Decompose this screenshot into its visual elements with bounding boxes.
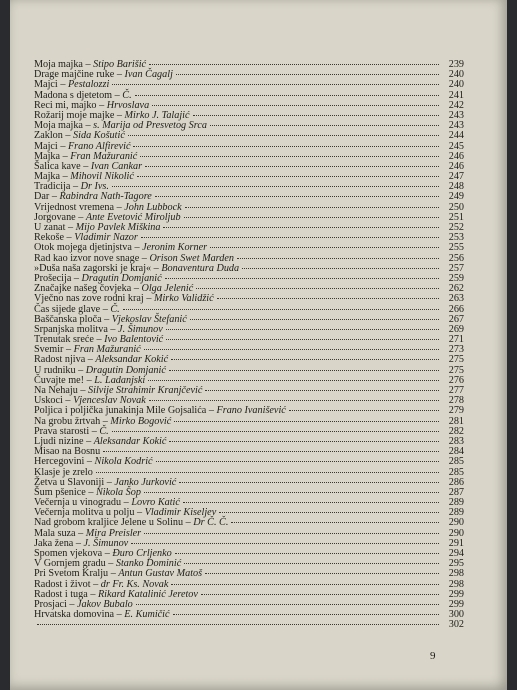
toc-author: Hrvoslava (106, 99, 150, 111)
toc-author: Olga Jelenić (141, 283, 194, 295)
toc-page-number: 246 (448, 150, 464, 162)
toc-leader-dots (201, 594, 439, 595)
toc-separator: – (114, 69, 125, 81)
toc-separator: – (77, 385, 89, 396)
toc-leader-dots (289, 410, 439, 411)
toc-separator: – (62, 395, 74, 407)
toc-row (34, 620, 464, 630)
toc-leader-dots (173, 614, 439, 615)
toc-author: Vjekoslav Štefanić (111, 313, 187, 325)
toc-leader-dots (184, 217, 439, 218)
book-page (10, 0, 507, 690)
toc-page-number: 298 (448, 578, 464, 590)
toc-separator: – (114, 201, 125, 213)
toc-separator: – (100, 303, 111, 315)
toc-title: Moja majka (34, 120, 83, 132)
toc-separator: – (131, 283, 142, 295)
toc-title: Trenutak sreće (34, 334, 94, 346)
toc-page-number: 283 (448, 435, 464, 447)
toc-separator: – (143, 293, 154, 305)
toc-title: Reci mi, majko (34, 99, 97, 111)
toc-author: Nikola Kodrić (94, 456, 153, 468)
toc-author: L. Ladanjski (94, 374, 146, 386)
toc-page-number: 247 (448, 171, 464, 183)
toc-leader-dots (149, 64, 439, 65)
toc-author: Vjenceslav Novak (73, 395, 146, 407)
toc-page-number: 245 (448, 140, 464, 152)
toc-title: Radost njiva (34, 354, 86, 366)
toc-separator: – (151, 262, 162, 274)
toc-page-number: 241 (448, 89, 464, 101)
toc-leader-dots (176, 74, 439, 75)
toc-author: Stanko Dominić (115, 558, 182, 570)
toc-title: V Gornjem gradu (34, 558, 106, 570)
toc-page-number: 294 (448, 548, 464, 559)
toc-title: Prošecija (34, 272, 72, 284)
toc-page-number: 302 (448, 619, 464, 631)
toc-separator: – (85, 486, 96, 498)
toc-separator: – (85, 354, 96, 366)
toc-title: Jorgovane (34, 211, 76, 223)
table-of-contents (34, 60, 464, 631)
toc-leader-dots (169, 441, 439, 442)
toc-author: Janko Jurković (114, 476, 177, 488)
toc-title: Vrijednost vremena (34, 201, 115, 213)
toc-page-number: 285 (448, 456, 464, 468)
toc-separator: – (75, 527, 86, 539)
toc-leader-dots (196, 288, 439, 289)
toc-author: Rabindra Nath-Tagore (59, 191, 152, 203)
toc-title: Nad grobom kraljice Jelene u Solinu (34, 517, 184, 529)
toc-page-number: 246 (448, 160, 464, 172)
toc-leader-dots (219, 512, 439, 513)
toc-page-number: 269 (448, 323, 464, 335)
toc-page-number: 250 (448, 201, 464, 213)
toc-author: Silvije Strahimir Kranjčević (88, 385, 203, 396)
toc-title: Majka (34, 171, 61, 183)
toc-separator: – (112, 89, 123, 101)
toc-separator: – (73, 537, 84, 549)
toc-leader-dots (179, 482, 439, 483)
toc-author: Frano Alfirević (67, 140, 131, 152)
toc-leader-dots (112, 431, 439, 432)
toc-page-number: 273 (448, 344, 464, 356)
toc-separator: – (57, 140, 68, 152)
toc-separator: – (75, 211, 86, 223)
toc-title: Šalica kave (34, 160, 81, 172)
toc-page-number: 262 (448, 283, 464, 295)
toc-leader-dots (148, 380, 439, 381)
toc-title: Šum pšenice (34, 486, 86, 498)
toc-page-number: 243 (448, 109, 464, 121)
toc-author: Jakov Bubalo (77, 598, 133, 610)
toc-page-number: 240 (448, 79, 464, 91)
toc-author: Ivan Cankar (90, 160, 143, 172)
toc-title: Žetva u Slavoniji (34, 476, 105, 488)
toc-page-number: 289 (448, 507, 464, 519)
toc-separator: – (49, 191, 60, 203)
toc-title: Večernja u vinogradu (34, 497, 122, 509)
toc-separator: – (84, 456, 95, 468)
toc-author: Sida Košutić (73, 130, 125, 142)
toc-title: Rekoše (34, 232, 64, 244)
toc-leader-dots (145, 166, 439, 167)
toc-leader-dots (135, 95, 439, 96)
toc-title: Majci (34, 79, 58, 91)
toc-title: Večernja molitva u polju (34, 507, 135, 519)
toc-author: Bonaventura Duda (161, 262, 240, 274)
toc-separator: – (63, 344, 74, 356)
toc-page-number: 243 (448, 120, 464, 132)
toc-leader-dots (156, 461, 439, 462)
toc-leader-dots (133, 146, 439, 147)
toc-title: Rožarij moje majke (34, 109, 115, 121)
toc-author: Stipo Barišić (93, 59, 147, 70)
toc-separator: – (105, 558, 116, 570)
toc-leader-dots (174, 421, 439, 422)
toc-title: Hrvatska domovina (34, 609, 115, 621)
toc-author: Mijo Pavlek Miškina (75, 222, 161, 233)
toc-separator: – (101, 313, 112, 325)
toc-title: Vječno nas zove rodni kraj (34, 293, 144, 305)
toc-separator: – (71, 272, 82, 284)
toc-author: Vladimir Nazor (74, 232, 138, 244)
toc-title: Na grobu žrtvah (34, 415, 101, 427)
toc-page-number: 299 (448, 588, 464, 600)
toc-title: Hercegovini (34, 456, 85, 468)
toc-separator: – (62, 130, 74, 142)
toc-author: E. Kumičić (124, 609, 170, 621)
toc-author: Dr Č. Č. (193, 517, 229, 529)
toc-row (34, 610, 464, 620)
toc-title: U zanat (34, 222, 66, 233)
toc-leader-dots (152, 105, 439, 106)
toc-separator: – (66, 598, 78, 610)
toc-title: Pri Svetom Kralju (34, 568, 109, 580)
toc-title: Svemir (34, 344, 64, 356)
toc-page-number: 287 (448, 486, 464, 498)
toc-page-number: 255 (448, 242, 464, 254)
toc-author: Pestalozzi (67, 79, 110, 91)
toc-leader-dots (205, 390, 439, 391)
toc-author: Ante Evetović Miroljub (85, 211, 181, 223)
toc-leader-dots (141, 237, 439, 238)
toc-title: Majka (34, 150, 61, 162)
toc-separator: – (70, 181, 81, 193)
toc-separator: – (104, 476, 115, 488)
toc-leader-dots (140, 156, 439, 157)
toc-title: Prava starosti (34, 425, 90, 437)
toc-separator: – (100, 415, 111, 427)
toc-title: Jaka žena (34, 537, 74, 549)
toc-page-number: 284 (448, 446, 464, 458)
toc-author: Jeronim Korner (142, 242, 208, 254)
toc-page-number: 251 (448, 211, 464, 223)
toc-page-number: 282 (448, 425, 464, 437)
toc-leader-dots (175, 553, 439, 554)
toc-author: Lovro Katić (131, 497, 180, 509)
toc-leader-dots (171, 584, 439, 585)
toc-separator: – (93, 334, 105, 346)
toc-separator: – (89, 425, 100, 437)
toc-page-number: 298 (448, 568, 464, 580)
toc-leader-dots (149, 400, 439, 401)
toc-leader-dots (242, 268, 439, 269)
toc-page-number: 252 (448, 222, 464, 233)
toc-leader-dots (136, 604, 439, 605)
toc-leader-dots (185, 207, 439, 208)
toc-title: Rad kao izvor nove snage (34, 252, 140, 264)
toc-leader-dots (231, 522, 439, 523)
toc-leader-dots (37, 624, 439, 625)
toc-author: Dragutin Domjanić (85, 364, 166, 376)
toc-leader-dots (169, 370, 439, 371)
toc-page-number: 240 (448, 69, 464, 81)
toc-separator: – (84, 374, 95, 386)
toc-separator: – (82, 120, 94, 132)
toc-page-number: 275 (448, 364, 464, 376)
toc-separator: – (60, 150, 71, 162)
toc-page-number: 289 (448, 497, 464, 509)
toc-title: Značajke našeg čovjeka (34, 283, 132, 295)
toc-author: John Lubbock (124, 201, 182, 213)
toc-leader-dots (163, 227, 439, 228)
toc-page-number: 290 (448, 527, 464, 539)
toc-leader-dots (144, 533, 439, 534)
toc-author: J. Šimunov (118, 323, 163, 335)
toc-title: Čuvajte me! (34, 374, 85, 386)
toc-author: Dragutin Domjanić (81, 272, 162, 284)
toc-page-number: 299 (448, 598, 464, 610)
toc-author: Mira Preisler (85, 527, 142, 539)
toc-title: Ljudi nizine (34, 435, 84, 447)
toc-author: Mirko Bogović (110, 415, 172, 427)
toc-page-number: 277 (448, 385, 464, 396)
toc-leader-dots (112, 84, 439, 85)
toc-page-number: 249 (448, 191, 464, 203)
toc-leader-dots (171, 359, 439, 360)
toc-author: Nikola Šop (95, 486, 141, 498)
toc-author: Vladimir Kiseljev (144, 507, 217, 519)
toc-author: Rikard Katalinić Jeretov (97, 588, 198, 600)
toc-page-number: 257 (448, 262, 464, 274)
toc-separator: – (83, 435, 94, 447)
toc-title: Na Nehaju (34, 385, 78, 396)
toc-separator: – (183, 517, 194, 529)
toc-title: Prosjaci (34, 598, 67, 610)
toc-leader-dots (131, 543, 439, 544)
toc-page-number: 266 (448, 303, 464, 315)
toc-separator: – (114, 609, 125, 621)
toc-title: Klasje je zrelo (34, 466, 93, 478)
toc-page-number: 239 (448, 59, 464, 70)
toc-leader-dots (144, 492, 439, 493)
toc-leader-dots (128, 135, 439, 136)
toc-page-number: 278 (448, 395, 464, 407)
toc-separator: – (139, 252, 150, 264)
toc-separator: – (60, 171, 71, 183)
toc-row (34, 131, 464, 141)
toc-leader-dots (96, 472, 439, 473)
toc-author: Frano Ivanišević (216, 405, 286, 417)
toc-separator: – (82, 59, 94, 70)
toc-page-number: 300 (448, 609, 464, 621)
page-number: 9 (430, 650, 436, 662)
toc-title: Čas sijede glave (34, 303, 101, 315)
toc-row (34, 457, 464, 467)
toc-row (34, 294, 464, 304)
toc-separator: – (65, 222, 76, 233)
toc-separator: – (108, 568, 119, 580)
toc-title: Srpanjska molitva (34, 323, 108, 335)
toc-leader-dots (166, 339, 439, 340)
toc-author: J. Šimunov (83, 537, 129, 549)
toc-page-number: 263 (448, 293, 464, 305)
toc-author: Orison Swet Marden (149, 252, 234, 264)
toc-title: Drage majčine ruke (34, 69, 115, 81)
toc-leader-dots (165, 278, 439, 279)
toc-leader-dots (237, 258, 439, 259)
toc-separator: – (121, 497, 132, 509)
toc-title: Baščanska ploča (34, 313, 102, 325)
toc-author: Ivan Čagalj (124, 69, 173, 81)
toc-separator: – (131, 242, 143, 254)
toc-leader-dots (112, 186, 439, 187)
toc-leader-dots (210, 247, 439, 248)
toc-page-number: 290 (448, 517, 464, 529)
toc-title: Radost i život (34, 578, 91, 590)
toc-author: Mihovil Nikolić (70, 171, 134, 183)
toc-leader-dots (166, 329, 439, 330)
toc-title: Spomen vjekova (34, 548, 103, 559)
toc-title: Dar (34, 191, 50, 203)
toc-page-number: 281 (448, 415, 464, 427)
toc-leader-dots (217, 298, 439, 299)
toc-page-number: 248 (448, 181, 464, 193)
toc-page-number: 271 (448, 334, 464, 346)
toc-title: Majci (34, 140, 58, 152)
toc-separator: – (75, 364, 86, 376)
toc-separator: – (102, 548, 113, 559)
toc-author: dr Fr. Ks. Novak (100, 578, 169, 590)
toc-separator: – (90, 578, 101, 590)
toc-separator: – (107, 323, 119, 335)
toc-leader-dots (103, 451, 439, 452)
toc-title: Otok mojega djetinjstva (34, 242, 132, 254)
toc-leader-dots (123, 309, 439, 310)
toc-title: Mala suza (34, 527, 76, 539)
toc-title: Zaklon (34, 130, 63, 142)
toc-leader-dots (183, 502, 439, 503)
toc-title: Madona s djetetom (34, 89, 113, 101)
toc-page-number: 291 (448, 537, 464, 549)
toc-author: Fran Mažuranić (73, 344, 141, 356)
toc-separator: – (96, 99, 107, 111)
toc-author: Aleksandar Kokić (93, 435, 167, 447)
toc-leader-dots (184, 563, 439, 564)
toc-title: Poljica i poljička junakinja Mile Gojsalića (34, 405, 207, 417)
toc-author: s. Marija od Presvetog Srca (93, 120, 207, 132)
toc-page-number: 279 (448, 405, 464, 417)
toc-page-number: 253 (448, 232, 464, 244)
toc-author: Đuro Crljenko (112, 548, 172, 559)
toc-author: Antun Gustav Matoš (118, 568, 203, 580)
toc-author: Fran Mažuranić (70, 150, 138, 162)
toc-separator: – (206, 405, 217, 417)
toc-separator: – (64, 232, 75, 244)
toc-title: Radost i tuga (34, 588, 88, 600)
toc-page-number: 286 (448, 476, 464, 488)
toc-page-number: 295 (448, 558, 464, 570)
toc-separator: – (80, 160, 91, 172)
toc-page-number: 267 (448, 313, 464, 325)
toc-title: »Duša naša zagorski je kraj« (34, 262, 152, 274)
toc-author: Dr Ivs. (80, 181, 109, 193)
toc-title: Tradicija (34, 181, 71, 193)
toc-separator: – (114, 109, 125, 121)
toc-leader-dots (193, 115, 439, 116)
toc-author: Mirko J. Talajić (124, 109, 190, 121)
toc-author: Č. (110, 303, 120, 315)
toc-leader-dots (144, 349, 439, 350)
toc-author: Ivo Balentović (104, 334, 164, 346)
toc-page-number: 259 (448, 272, 464, 284)
toc-page-number: 242 (448, 99, 464, 111)
toc-separator: – (87, 588, 98, 600)
toc-title: Uskoci (34, 395, 63, 407)
toc-leader-dots (155, 196, 439, 197)
toc-leader-dots (205, 573, 439, 574)
toc-page-number: 275 (448, 354, 464, 366)
toc-separator: – (134, 507, 145, 519)
toc-author: Č. (122, 89, 132, 101)
toc-author: Aleksandar Kokić (95, 354, 169, 366)
toc-leader-dots (137, 176, 439, 177)
toc-title: Misao na Bosnu (34, 446, 101, 458)
toc-leader-dots (190, 319, 439, 320)
toc-title: Moja majka (34, 59, 83, 70)
toc-leader-dots (210, 125, 439, 126)
toc-title: U rudniku (34, 364, 76, 376)
toc-page-number: 244 (448, 130, 464, 142)
toc-page-number: 256 (448, 252, 464, 264)
toc-separator: – (57, 79, 68, 91)
toc-author: Č. (99, 425, 109, 437)
toc-page-number: 285 (448, 466, 464, 478)
toc-page-number: 276 (448, 374, 464, 386)
toc-author: Mirko Validžić (153, 293, 214, 305)
